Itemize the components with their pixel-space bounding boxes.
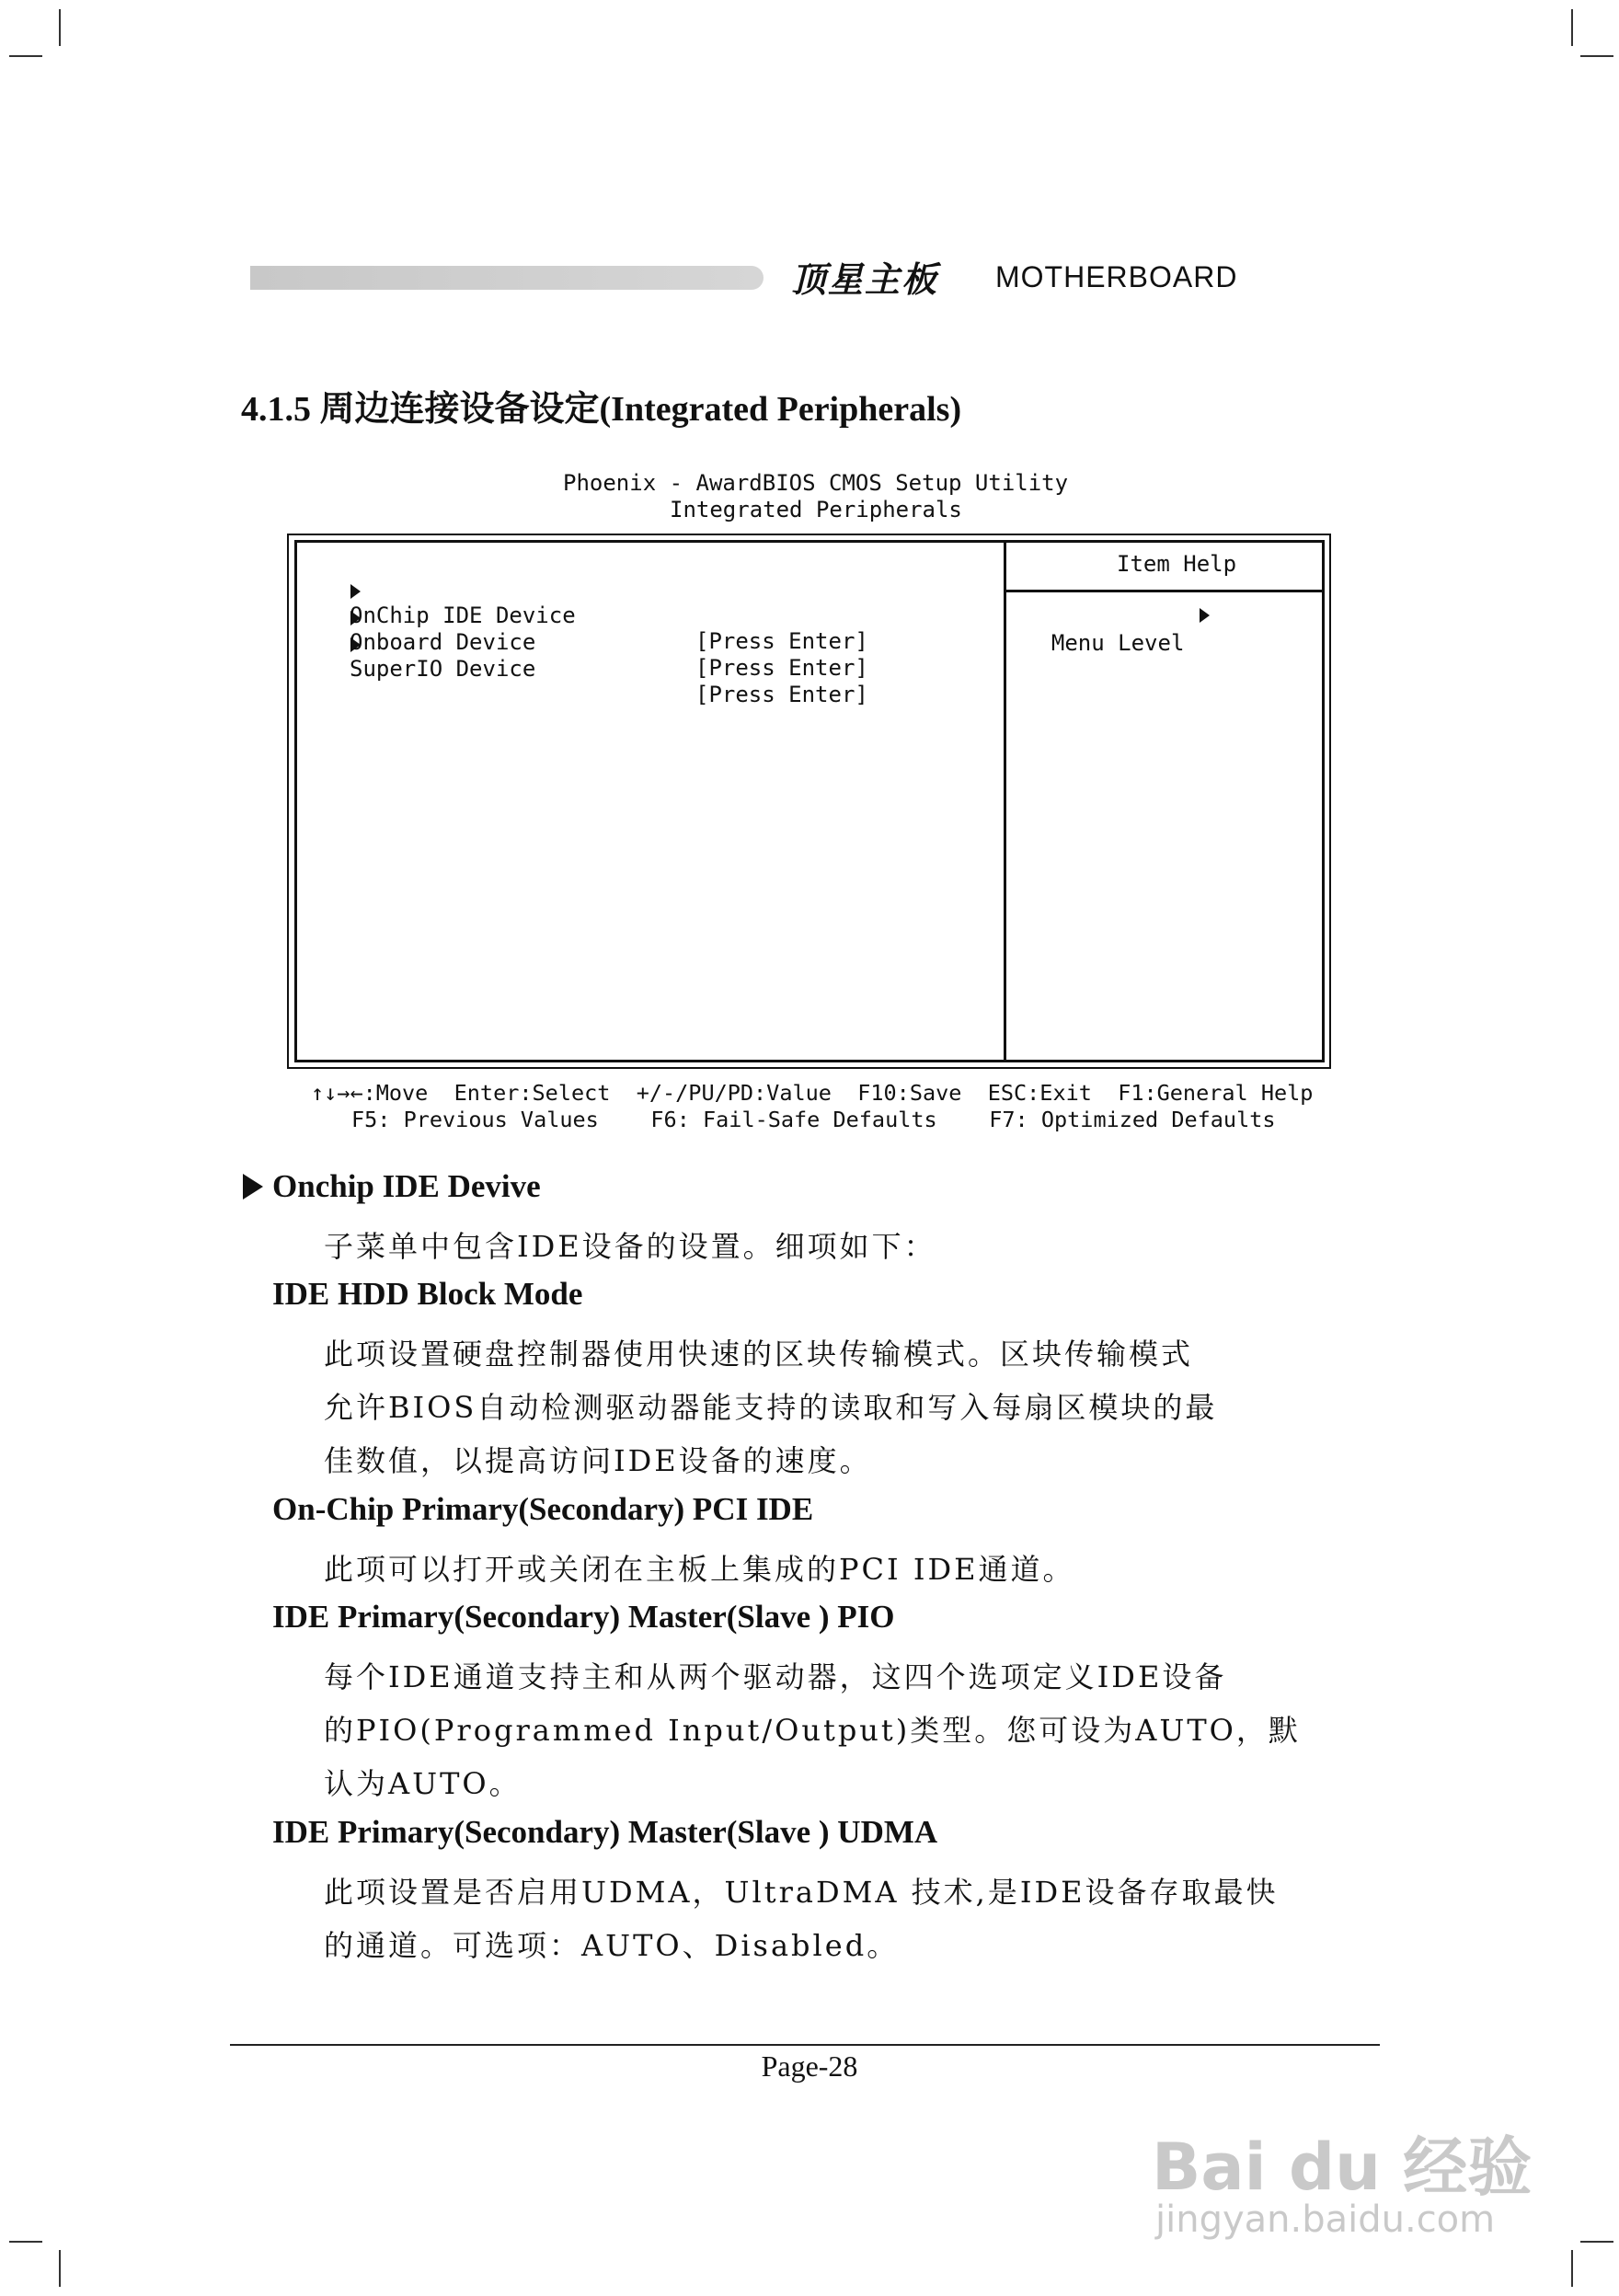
section-title: 4.1.5 周边连接设备设定(Integrated Peripherals) — [241, 390, 962, 429]
crop-mark-bottom-left-v — [59, 2250, 61, 2287]
bios-menu-level — [1025, 604, 1184, 682]
crop-mark-top-right-v — [1571, 9, 1573, 46]
bios-item-value: [Press Enter] — [695, 655, 868, 681]
pio-heading: IDE Primary(Secondary) Master(Slave ) PIO — [272, 1599, 895, 1635]
onchip-desc: 子菜单中包含IDE设备的设置。细项如下： — [324, 1229, 936, 1264]
pio-line-2: 的PIO(Programmed Input/Output)类型。您可设为AUTO，默 — [324, 1713, 1301, 1748]
bios-item-label: OnChip IDE Device — [350, 603, 576, 628]
bios-title: Phoenix - AwardBIOS CMOS Setup Utility — [563, 470, 1069, 496]
crop-mark-bottom-left-h — [9, 2241, 42, 2243]
bios-item-label: Onboard Device — [350, 629, 536, 655]
menu-level-arrow-icon — [1200, 608, 1210, 623]
footer-rule — [230, 2044, 1380, 2046]
bios-item-value: [Press Enter] — [695, 628, 868, 654]
onchip-heading: Onchip IDE Devive — [272, 1168, 541, 1204]
hdd-line-2: 允许BIOS自动检测驱动器能支持的读取和写入每扇区模块的最 — [324, 1390, 1218, 1425]
crop-mark-top-left-h — [9, 55, 42, 57]
pci-heading: On-Chip Primary(Secondary) PCI IDE — [272, 1491, 814, 1527]
crop-mark-bottom-right-v — [1571, 2250, 1573, 2287]
watermark-brand: Bai du 经验 — [1152, 2130, 1533, 2205]
crop-mark-bottom-right-h — [1580, 2241, 1613, 2243]
brand-name-en: MOTHERBOARD — [995, 260, 1238, 293]
pio-line-1: 每个IDE通道支持主和从两个驱动器，这四个选项定义IDE设备 — [324, 1659, 1227, 1694]
bios-help-divider — [1004, 540, 1006, 1062]
bullet-triangle-icon — [243, 1174, 263, 1200]
bios-item-value: [Press Enter] — [695, 682, 868, 707]
bios-help-separator — [1004, 590, 1325, 592]
udma-line-1: 此项设置是否启用UDMA，UltraDMA 技术,是IDE设备存取最快 — [324, 1875, 1279, 1910]
header-bar — [250, 266, 764, 290]
bios-key-legend-2: F5: Previous Values F6: Fail-Safe Defaults F7: Optimized Defaults — [351, 1107, 1276, 1132]
pio-line-3: 认为AUTO。 — [324, 1766, 522, 1801]
crop-mark-top-right-h — [1580, 55, 1613, 57]
brand-name-cn: 顶星主板 — [791, 259, 939, 300]
hdd-line-1: 此项设置硬盘控制器使用快速的区块传输模式。区块传输模式 — [324, 1337, 1194, 1372]
hdd-line-3: 佳数值，以提高访问IDE设备的速度。 — [324, 1443, 872, 1478]
submenu-arrow-icon — [350, 637, 361, 652]
udma-heading: IDE Primary(Secondary) Master(Slave ) UDMA — [272, 1814, 938, 1850]
watermark-url: jingyan.baidu.com — [1155, 2198, 1496, 2241]
hdd-heading: IDE HDD Block Mode — [272, 1276, 583, 1312]
page-number: Page-28 — [761, 2049, 858, 2083]
pci-line-1: 此项可以打开或关闭在主板上集成的PCI IDE通道。 — [324, 1552, 1075, 1587]
crop-mark-top-left-v — [59, 9, 61, 46]
udma-line-2: 的通道。可选项：AUTO、Disabled。 — [324, 1928, 900, 1963]
bios-help-title: Item Help — [1117, 551, 1237, 577]
menu-level-label: Menu Level — [1051, 630, 1185, 656]
bios-subtitle: Integrated Peripherals — [670, 497, 962, 522]
bios-item-label: SuperIO Device — [350, 656, 536, 682]
bios-key-legend-1: ↑↓→←:Move Enter:Select +/-/PU/PD:Value F10:Save ESC:Exit F1:General Help — [311, 1080, 1314, 1106]
